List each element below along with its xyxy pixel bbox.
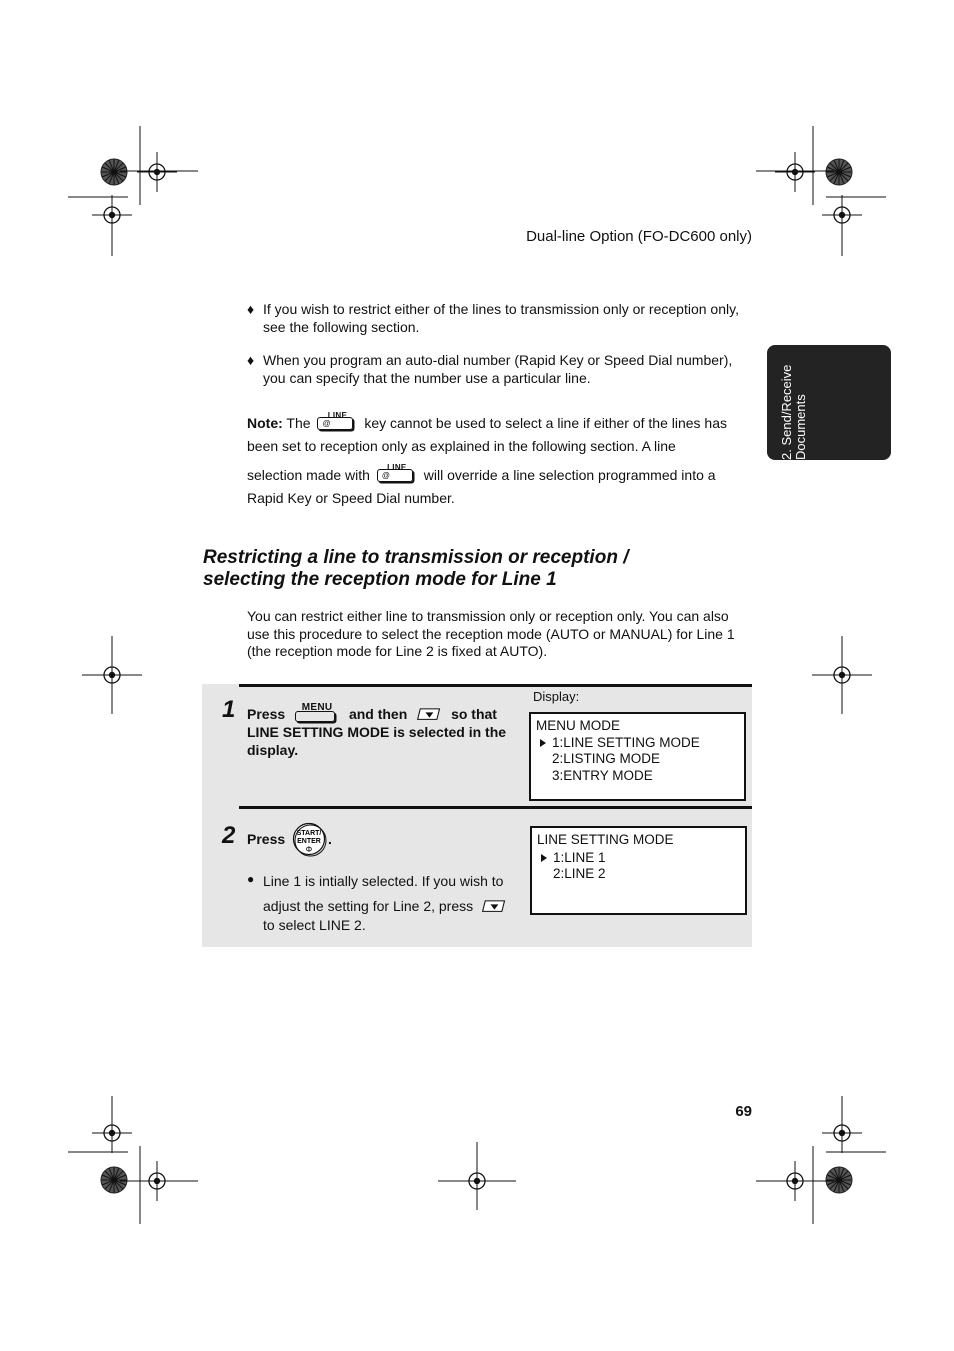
- bullet-text: If you wish to restrict either of the lines to transmission only or reception only, see the following section.: [263, 301, 739, 335]
- line-key-icon: [317, 410, 357, 432]
- chapter-side-tab-line1: 2. Send/Receive: [779, 364, 794, 460]
- step-divider: [239, 806, 752, 809]
- menu-key-label: MENU: [301, 702, 333, 713]
- start-enter-key-line1: START/: [296, 830, 322, 837]
- diamond-bullet-icon: ♦: [247, 352, 255, 368]
- section-heading-line2: selecting the reception mode for Line 1: [203, 569, 557, 590]
- chapter-side-tab-label: [780, 365, 808, 460]
- lcd-title: LINE SETTING MODE: [537, 832, 674, 847]
- line-key-face: @: [317, 417, 353, 430]
- down-arrow-key-icon: [480, 900, 508, 914]
- section-heading: [203, 547, 763, 591]
- down-arrow-key-icon: [415, 708, 443, 722]
- round-bullet-icon: ●: [247, 872, 255, 886]
- lcd-menu-item: 1:LINE SETTING MODE: [536, 735, 744, 752]
- diamond-bullet-icon: ♦: [247, 301, 255, 317]
- chapter-side-tab-line2: Documents: [793, 394, 808, 460]
- line-key-icon: [377, 462, 417, 484]
- step-2-instruction: [247, 830, 285, 848]
- running-header: Dual-line Option (FO-DC600 only): [526, 228, 752, 245]
- section-intro: You can restrict either line to transmission only or reception only. You can also use this procedure to select the reception mode (AUTO or MANUAL) for Line 1 (the reception mode for Line 2 is fixed at AUTO).: [247, 608, 735, 659]
- note-text: key cannot be used to select a line if either of the lines has: [364, 415, 727, 431]
- cursor-arrow-icon: [540, 739, 546, 747]
- lcd-title: MENU MODE: [536, 718, 620, 733]
- display-label: Display:: [533, 689, 580, 704]
- bullet-text: adjust the setting for Line 2, press: [263, 898, 474, 914]
- step-number: 2: [222, 822, 236, 849]
- bullet-item: [247, 351, 739, 387]
- lcd-menu-item: 2:LISTING MODE: [552, 751, 661, 767]
- note-text: The: [286, 415, 311, 431]
- step-text: Press: [247, 831, 286, 847]
- lcd-menu-item: 2:LINE 2: [553, 866, 606, 882]
- lcd-display: [529, 712, 746, 801]
- note-text: been set to reception only as explained in the following section. A line: [247, 438, 676, 454]
- note-text: selection made with: [247, 467, 370, 483]
- line-key-label: LINE: [387, 463, 407, 472]
- menu-key-face: [295, 711, 335, 722]
- bullet-text: to select LINE 2.: [263, 917, 366, 933]
- section-heading-line1: Restricting a line to transmission or reception /: [203, 547, 629, 568]
- line-key-face: @: [377, 469, 413, 482]
- step-text: Press: [247, 706, 286, 722]
- cursor-arrow-icon: [541, 854, 547, 862]
- note-text: will override a line selection programmed into a: [423, 467, 716, 483]
- page-number: 69: [735, 1103, 752, 1120]
- step-divider: [239, 684, 752, 687]
- menu-key-icon: [295, 703, 339, 723]
- bullet-item: [247, 300, 739, 336]
- start-enter-key-symbol: Φ: [305, 845, 313, 854]
- start-enter-key-icon: [291, 822, 329, 858]
- lcd-menu-item: 3:ENTRY MODE: [552, 767, 653, 783]
- bullet-text: Line 1 is intially selected. If you wish to: [263, 873, 504, 889]
- lcd-display: [530, 826, 747, 915]
- note-label: Note:: [247, 415, 283, 431]
- note-text: Rapid Key or Speed Dial number.: [247, 490, 455, 506]
- line-key-label: LINE: [327, 411, 348, 420]
- step-number: 1: [222, 696, 236, 723]
- bullet-text-line: [263, 897, 517, 916]
- start-enter-key-line2: ENTER: [297, 838, 321, 845]
- step-text: LINE SETTING MODE is selected in the display.: [247, 724, 507, 758]
- step-text: so that: [451, 706, 497, 722]
- bullet-text: When you program an auto-dial number (Rapid Key or Speed Dial number), you can specify that the number use a particular line.: [263, 352, 733, 386]
- step-2-bullet: [247, 872, 517, 934]
- step-text: and then: [348, 706, 408, 722]
- step-1-instruction: [247, 703, 522, 759]
- step-text: .: [328, 831, 332, 847]
- lcd-menu-item: 1:LINE 1: [537, 850, 745, 867]
- note-paragraph: [247, 410, 739, 514]
